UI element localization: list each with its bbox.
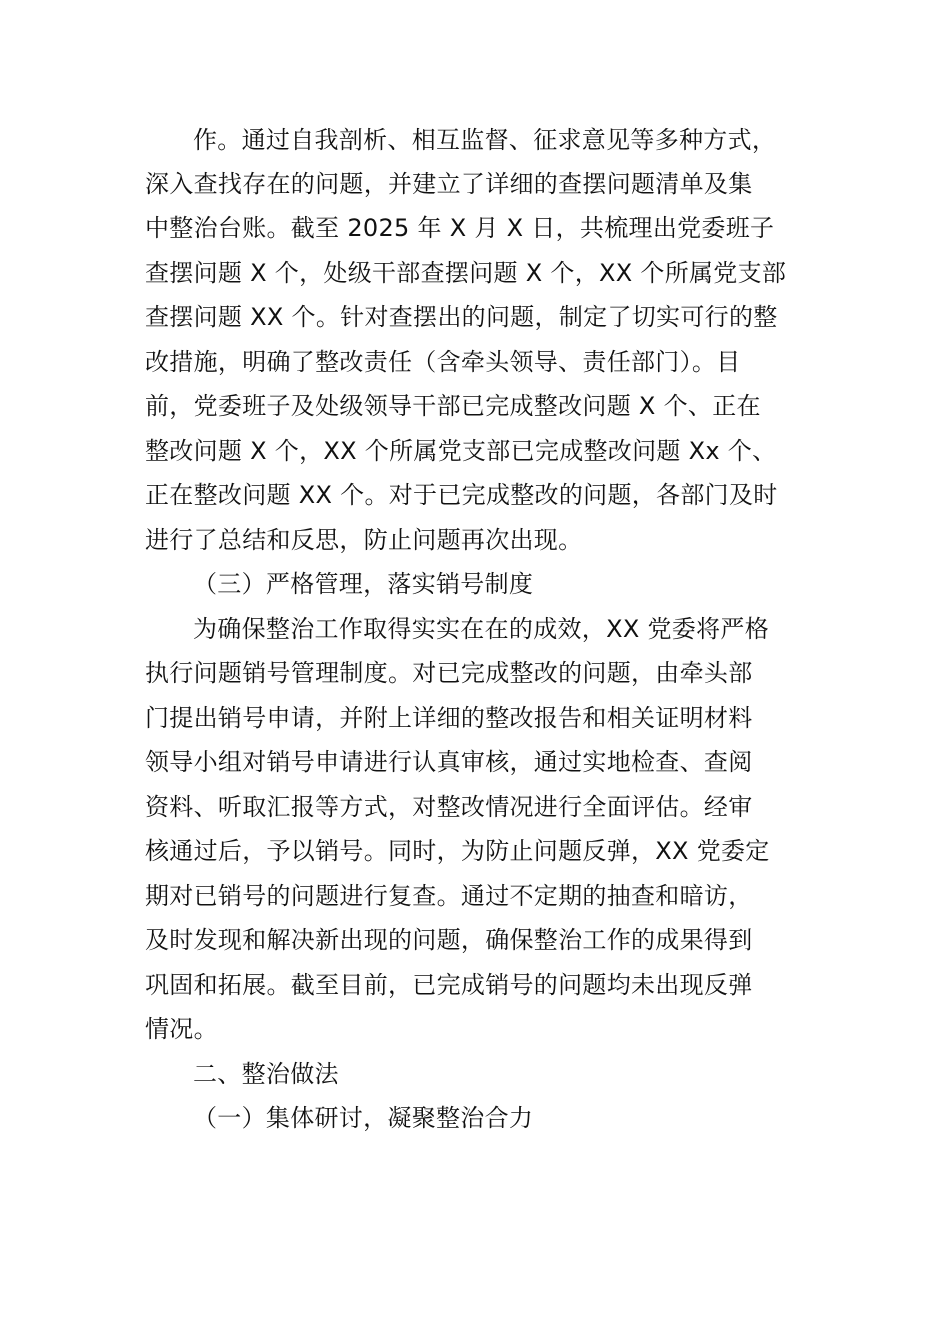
paragraph-line: 情况。 [145, 1015, 218, 1043]
section-heading: （三）严格管理，落实销号制度 [193, 570, 534, 598]
paragraph-line: 查摆问题 XX 个。针对查摆出的问题，制定了切实可行的整 [145, 303, 778, 331]
paragraph-line: 资料、听取汇报等方式，对整改情况进行全面评估。经审 [145, 793, 753, 821]
paragraph-line: 前，党委班子及处级领导干部已完成整改问题 X 个、正在 [145, 392, 761, 420]
paragraph-line: 中整治台账。截至 2025 年 X 月 X 日，共梳理出党委班子 [145, 214, 775, 242]
paragraph-line: 查摆问题 X 个，处级干部查摆问题 X 个，XX 个所属党支部 [145, 259, 787, 287]
paragraph-line: 整改问题 X 个，XX 个所属党支部已完成整改问题 Xx 个、 [145, 437, 777, 465]
paragraph-line: 执行问题销号管理制度。对已完成整改的问题，由牵头部 [145, 659, 753, 687]
paragraph-line: 门提出销号申请，并附上详细的整改报告和相关证明材料 [145, 704, 753, 732]
paragraph-line: 核通过后，予以销号。同时，为防止问题反弹，XX 党委定 [145, 837, 770, 865]
section-heading: （一）集体研讨，凝聚整治合力 [193, 1104, 534, 1132]
chapter-heading: 二、整治做法 [193, 1060, 339, 1088]
paragraph-line: 期对已销号的问题进行复查。通过不定期的抽查和暗访， [145, 882, 753, 910]
paragraph-line: 正在整改问题 XX 个。对于已完成整改的问题，各部门及时 [145, 481, 778, 509]
paragraph-line: 领导小组对销号申请进行认真审核，通过实地检查、查阅 [145, 748, 753, 776]
paragraph-line: 改措施，明确了整改责任（含牵头领导、责任部门）。目 [145, 348, 741, 376]
paragraph-line: 巩固和拓展。截至目前，已完成销号的问题均未出现反弹 [145, 971, 753, 999]
paragraph-line: 深入查找存在的问题，并建立了详细的查摆问题清单及集 [145, 170, 753, 198]
paragraph-line: 作。通过自我剖析、相互监督、征求意见等多种方式， [193, 126, 777, 154]
paragraph-line: 进行了总结和反思，防止问题再次出现。 [145, 526, 583, 554]
paragraph-line: 及时发现和解决新出现的问题，确保整治工作的成果得到 [145, 926, 753, 954]
paragraph-line: 为确保整治工作取得实实在在的成效，XX 党委将严格 [193, 615, 770, 643]
